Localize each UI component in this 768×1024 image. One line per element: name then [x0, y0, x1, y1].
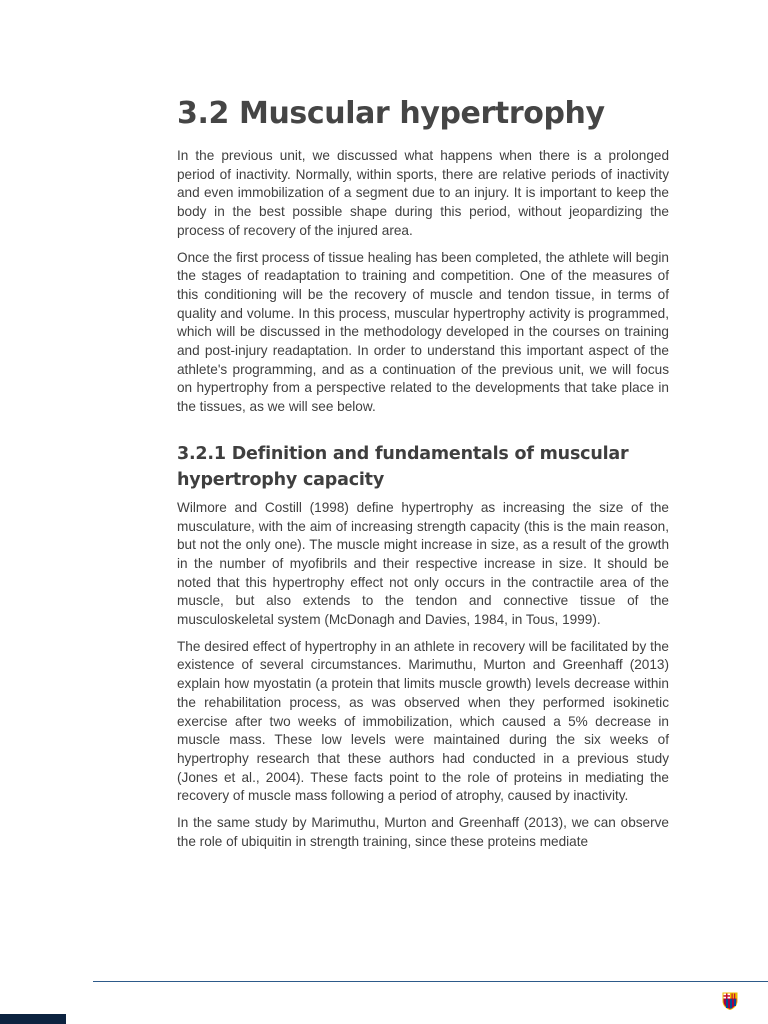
subsection-paragraph: In the same study by Marimuthu, Murton and Greenhaff (2013), we can observe the role of ubiquitin in strength training, since these proteins mediate — [177, 815, 669, 849]
subsection-paragraph: Wilmore and Costill (1998) define hypertrophy as increasing the size of the musculature, with the aim of increasing strength capacity (this is the main reason, but not the only one). The muscle might increase in size, as a result of the growth in the number of myofibrils and their respective increase in size. It should be noted that this hypertrophy effect not only occurs in the contractile area of the muscle, but also extends to the tendon and connective tissue of the musculoskeletal system (McDonagh and Davies, 1984, in Tous, 1999). — [177, 499, 669, 628]
footer-divider — [93, 981, 768, 982]
footer-accent-bar — [0, 1014, 66, 1024]
subsection-title: 3.2.1 Definition and fundamentals of muscular hypertrophy capacity — [177, 443, 629, 490]
page-content — [177, 92, 669, 860]
subsection-paragraph: The desired effect of hypertrophy in an athlete in recovery will be facilitated by the existence of several circumstances. Marimuthu, Murton and Greenhaff (2013) explain how myostatin (a protein that limits muscle growth) levels decrease within the rehabilitation process, as was observed when they performed isokinetic exercise after two weeks of immobilization, which caused a 5% decrease in muscle mass. These low levels were maintained during the six weeks of hypertrophy research that these authors had conducted in a previous study (Jones et al., 2004). These facts point to the role of proteins in mediating the recovery of muscle mass following a period of atrophy, caused by inactivity. — [177, 638, 669, 804]
section-paragraph: Once the first process of tissue healing has been completed, the athlete will begin the stages of readaptation to training and competition. One of the measures of this conditioning will be the recovery of muscle and tendon tissue, in terms of quality and volume. In this process, muscular hypertrophy activity is programmed, which will be discussed in the methodology developed in the courses on training and post-injury readaptation. In order to understand this important aspect of the athlete's programming, and as a continuation of the previous unit, we will focus on hypertrophy from a perspective related to the developments that take place in the tissues, as we will see below. — [177, 249, 669, 415]
section-paragraph: In the previous unit, we discussed what happens when there is a prolonged period of inactivity. Normally, within sports, there are relative periods of inactivity and even immobilization of a segment due to an injury. It is important to keep the body in the best possible shape during this period, without jeopardizing the process of recovery of the injured area. — [177, 148, 669, 238]
club-crest-icon — [722, 992, 738, 1010]
section-title: 3.2 Muscular hypertrophy — [177, 96, 605, 131]
